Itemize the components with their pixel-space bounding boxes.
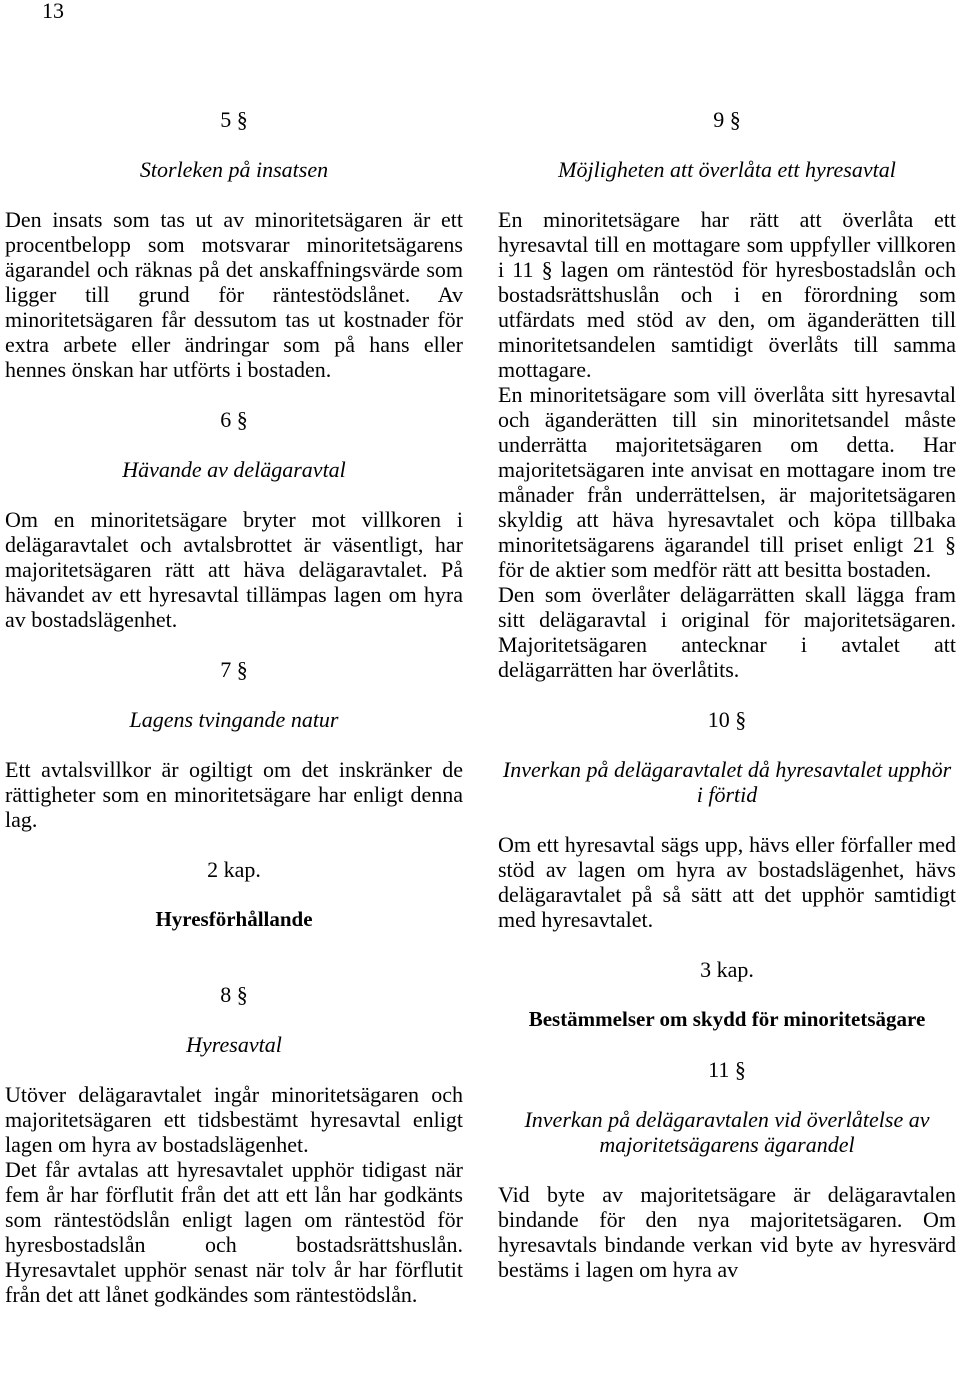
- section-6-heading: 6 §: [220, 407, 248, 432]
- section-8-paragraph-2: Det får avtalas att hyresavtalet upphör tidigast när fem år har förflutit från det att ett lån har godkänts som räntestödslån enligt lagen om räntestöd för hyresbostadslån och bostadsrättshuslån. Hyresavtalet upphör senast när tolv år har förflutit från det att lånet godkändes som räntestödslån.: [5, 1157, 463, 1307]
- section-10-title: Inverkan på delägaravtalet då hyresavtalet upphör i förtid: [502, 757, 952, 807]
- section-9-paragraph-1: En minoritetsägare har rätt att överlåta ett hyresavtal till en mottagare som uppfyller villkoren i 11 § lagen om räntestöd för hyresbostadslån och bostadsrättshuslån och i en förordning som utfärdats med stöd av den, om äganderätten till minoritetsandelen samtidigt överlåts till samma mottagare.: [498, 207, 956, 382]
- section-8-paragraph-1: Utöver delägaravtalet ingår minoritetsägaren och majoritetsägaren ett tidsbestämt hyresavtal enligt lagen om hyra av bostadslägenhet.: [5, 1082, 463, 1157]
- section-9-title: Möjligheten att överlåta ett hyresavtal: [558, 157, 896, 182]
- section-5-paragraph: Den insats som tas ut av minoritetsägaren är ett procentbelopp som motsvarar minoritetsägarens ägarandel och räknas på det anskaffningsvärde som ligger till grund för räntestödslånet. Av minoritetsägaren får dessutom tas ut kostnader för extra arbete eller ändringar som på hans eller hennes önskan har utförts i bostaden.: [5, 207, 463, 382]
- section-7-title: Lagens tvingande natur: [129, 707, 339, 732]
- section-11-title: Inverkan på delägaravtalen vid överlåtelse av majoritetsägarens ägarandel: [524, 1107, 930, 1157]
- section-8-title: Hyresavtal: [186, 1032, 282, 1057]
- section-10-heading: 10 §: [707, 707, 747, 732]
- section-8-heading: 8 §: [220, 982, 248, 1007]
- section-5-title: Storleken på insatsen: [139, 157, 329, 182]
- section-9-paragraph-2: En minoritetsägare som vill överlåta sitt hyresavtal och äganderätten till sin minoritetsandel måste underrätta majoritetsägaren om detta. Har majoritetsägaren inte anvisat en mottagare inom tre månader från underrättelsen, är majoritetsägaren skyldig att häva hyresavtalet och köpa tillbaka minoritetsägarens ägarandel till priset enligt 21 § för de aktier som medför rätt att besitta bostaden.: [498, 382, 956, 582]
- chapter-3-title: Bestämmelser om skydd för minoritetsägare: [528, 1007, 926, 1031]
- section-9-paragraph-3: Den som överlåter delägarrätten skall lägga fram sitt delägaravtal i original för majoritetsägaren. Majoritetsägaren antecknar i avtalet att delägarrätten har överlåtits.: [498, 582, 956, 682]
- section-6-paragraph: Om en minoritetsägare bryter mot villkoren i delägaravtalet och avtalsbrottet är väsentligt, har majoritetsägaren rätt att häva delägaravtalet. På hävandet av ett hyresavtal tillämpas lagen om hyra av bostadslägenhet.: [5, 507, 463, 632]
- chapter-2-heading: 2 kap.: [207, 857, 261, 882]
- section-10-paragraph: Om ett hyresavtal sägs upp, hävs eller förfaller med stöd av lagen om hyra av bostadslägenhet, hävs delägaravtalet på så sätt att det upphör samtidigt med hyresavtalet.: [498, 832, 956, 932]
- section-7-paragraph: Ett avtalsvillkor är ogiltigt om det inskränker de rättigheter som en minoritetsägare har enligt denna lag.: [5, 757, 463, 832]
- section-7-heading: 7 §: [220, 657, 248, 682]
- section-11-paragraph: Vid byte av majoritetsägare är delägaravtalen bindande för den nya majoritetsägaren. Om hyresavtals bindande verkan vid byte av hyresvärd bestäms i lagen om hyra av: [498, 1182, 956, 1282]
- section-11-heading: 11 §: [708, 1057, 746, 1082]
- left-column: [5, 100, 463, 1307]
- section-9-heading: 9 §: [713, 107, 741, 132]
- chapter-3-heading: 3 kap.: [700, 957, 754, 982]
- right-column: [498, 100, 956, 1282]
- section-5-heading: 5 §: [220, 107, 248, 132]
- page-number: 13: [42, 0, 64, 23]
- chapter-2-title: Hyresförhållande: [155, 907, 313, 931]
- section-6-title: Hävande av delägaravtal: [122, 457, 346, 482]
